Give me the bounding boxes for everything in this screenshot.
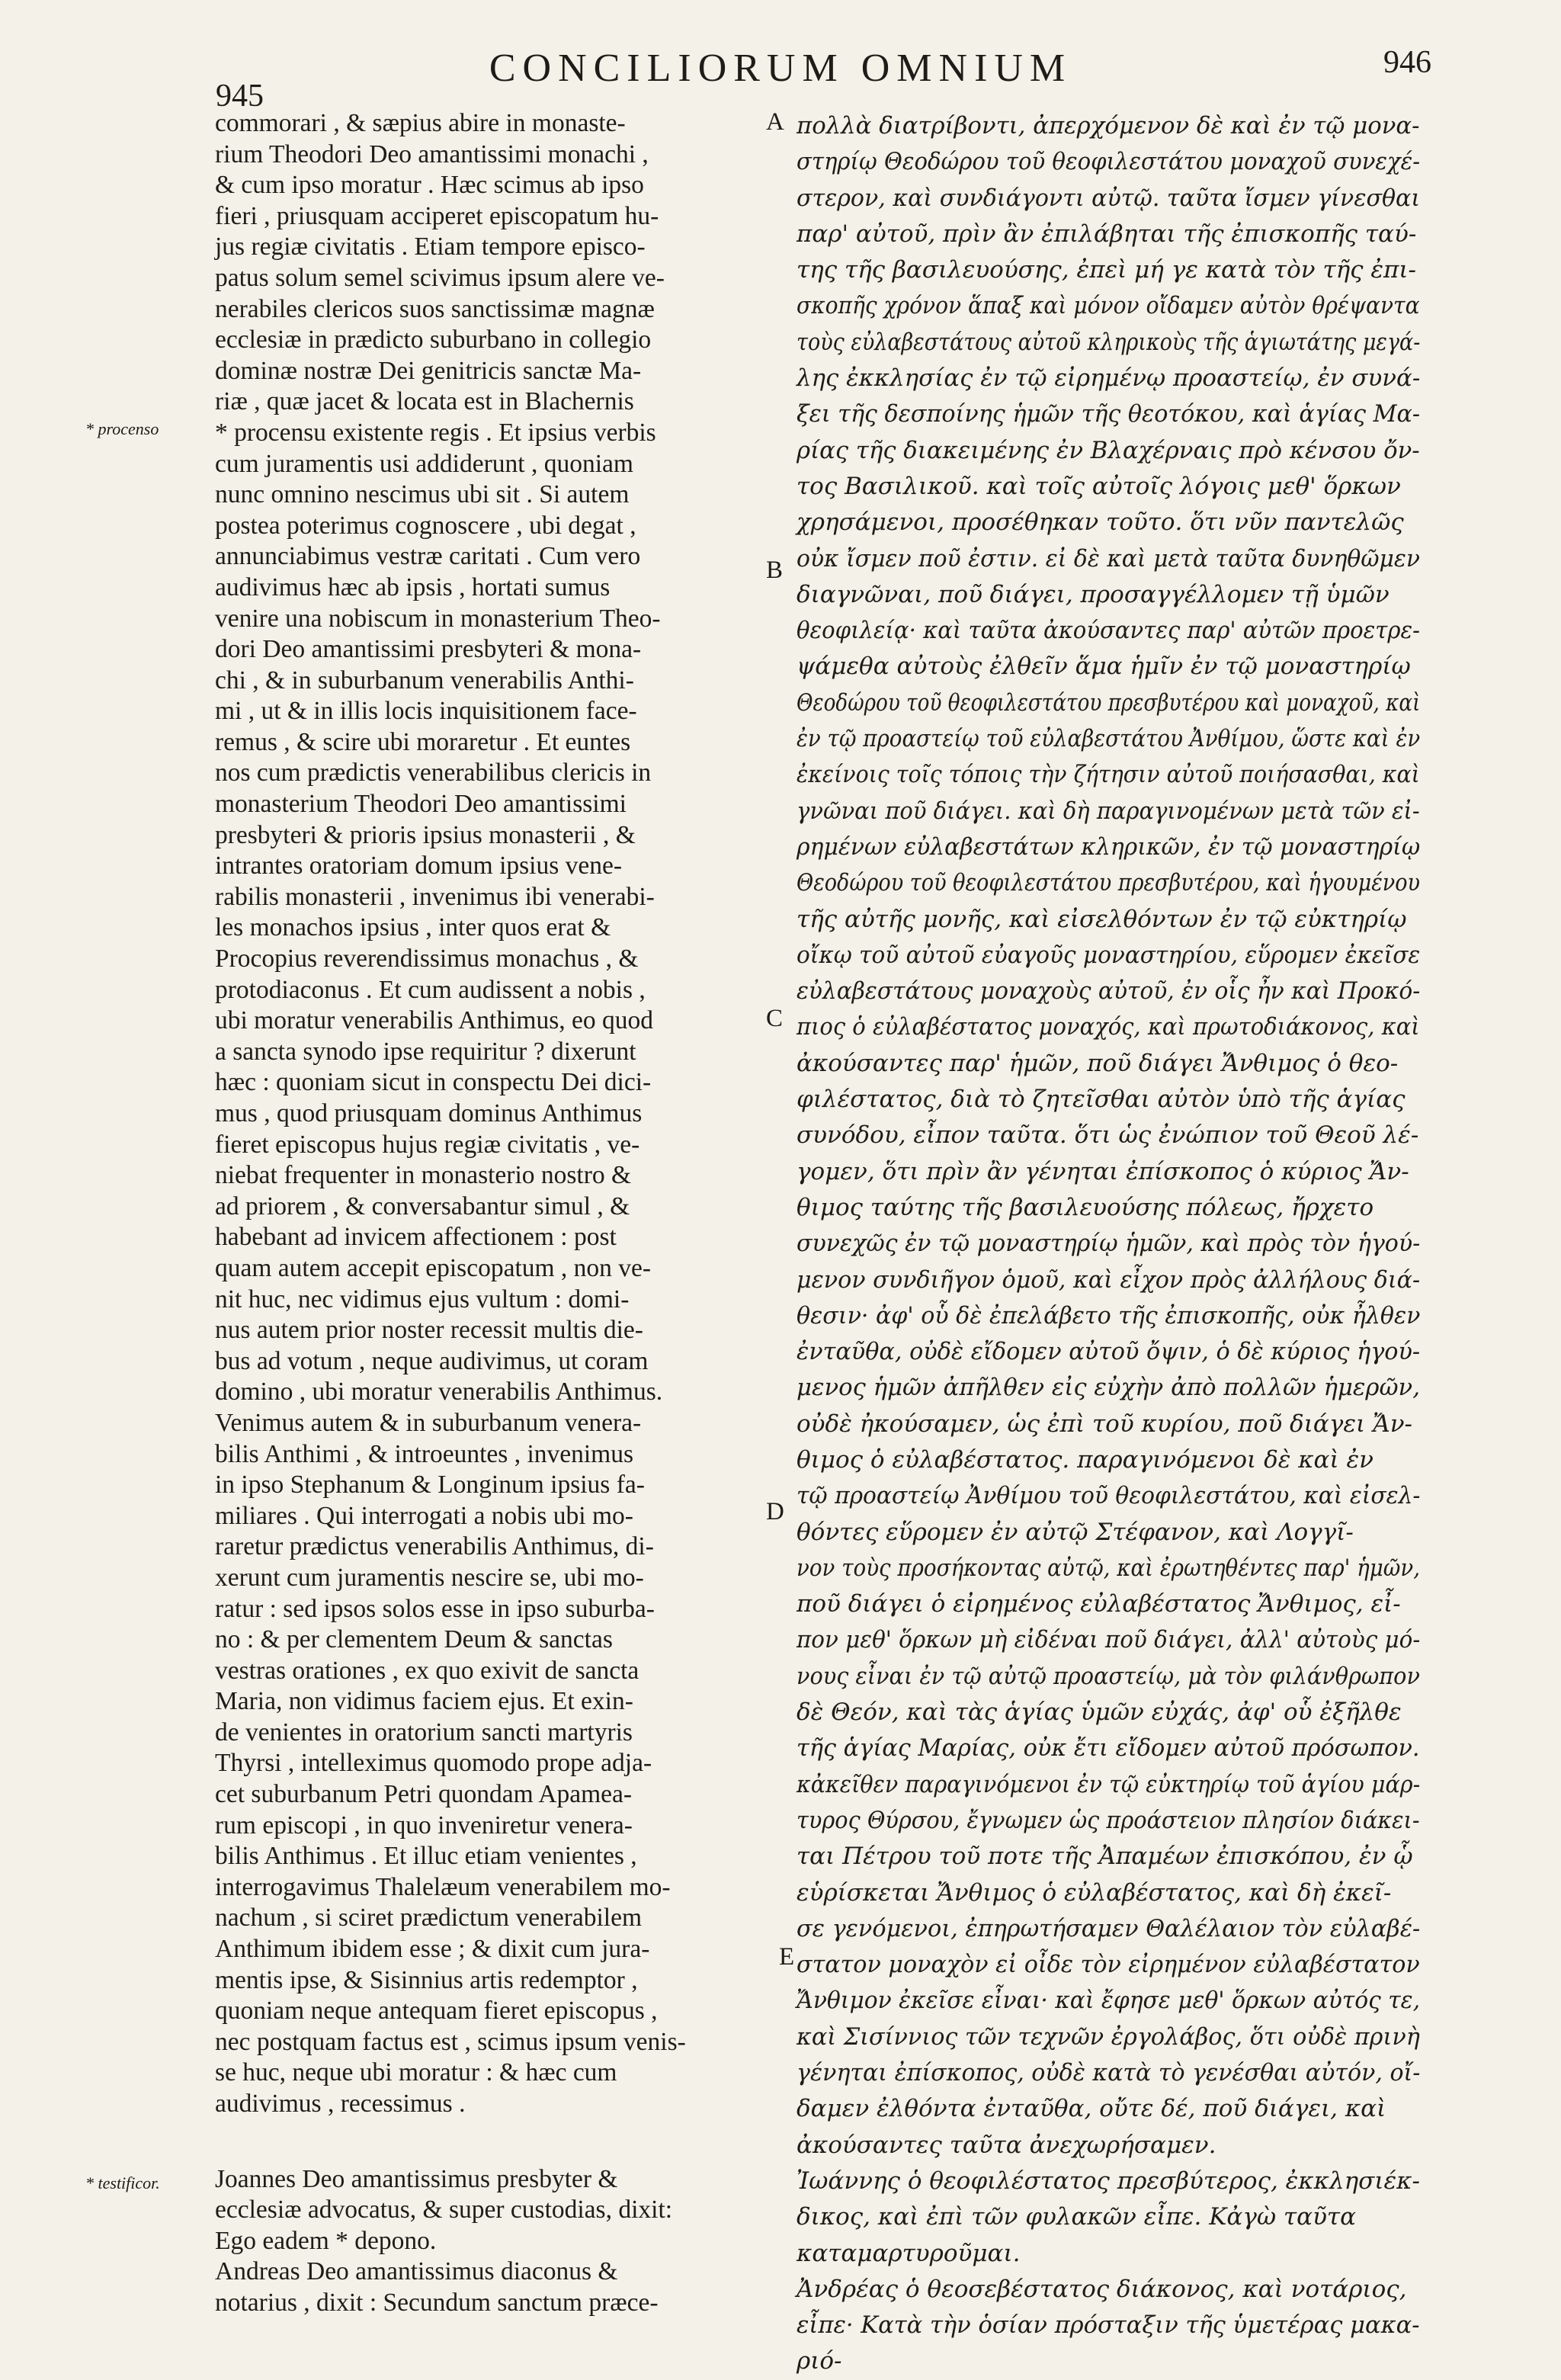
- latin-text-line: mus , quod priusquam dominus Anthimus: [215, 1099, 643, 1127]
- latin-text-line: monasterium Theodori Deo amantissimi: [215, 790, 627, 819]
- latin-text-line: venire una nobiscum in monasterium Theo-: [215, 604, 661, 633]
- latin-text-line: Venimus autem & in suburbanum venera-: [215, 1408, 642, 1437]
- latin-text-line: nec postquam factus est , scimus ipsum venis-: [215, 2027, 686, 2056]
- greek-text-line: δαμεν ἐλθόντα ἐνταῦθα, οὔτε δέ, ποῦ διάγει, καὶ: [797, 2095, 1386, 2123]
- greek-text-line: στερον, καὶ συνδιάγοντι αὐτῷ. ταῦτα ἴσμεν γίνεσθαι: [797, 184, 1421, 212]
- greek-text-line: Ἄνθιμον ἐκεῖσε εἶναι· καὶ ἔφησε μεθ' ὅρκων αὐτός τε,: [797, 1987, 1421, 2015]
- latin-text-line: se huc, neque ubi moratur : & hæc cum: [215, 2058, 617, 2087]
- greek-text-line: καὶ Σισίννιος τῶν τεχνῶν ἐργολάβος, ὅτι οὐδὲ πρινὴ: [797, 2022, 1420, 2051]
- greek-text-line: κἀκεῖθεν παραγινόμενοι ἐν τῷ εὐκτηρίῳ τοῦ ἁγίου μάρ-: [797, 1770, 1421, 1798]
- latin-text-line: Maria, non vidimus faciem ejus. Et exin-: [215, 1687, 633, 1716]
- latin-text-line: riæ , quæ jacet & locata est in Blachernis: [215, 387, 634, 416]
- latin-text-line: intrantes oratoriam domum ipsius vene-: [215, 852, 623, 880]
- latin-text-line: fieri , priusquam acciperet episcopatum hu-: [215, 201, 659, 230]
- latin-text-line: Procopius reverendissimus monachus , &: [215, 945, 639, 973]
- greek-text-line: ρημένων εὐλαβεστάτων κληρικῶν, ἐν τῷ μοναστηρίῳ: [797, 832, 1421, 861]
- section-marker-c: C: [766, 1005, 784, 1032]
- latin-text-line: domino , ubi moratur venerabilis Anthimus.: [215, 1378, 663, 1407]
- latin-text-line: fieret episcopus hujus regiæ civitatis , ve-: [215, 1130, 640, 1159]
- greek-text-line: τῆς ἁγίας Μαρίας, οὐκ ἔτι εἴδομεν αὐτοῦ πρόσωπον.: [797, 1734, 1420, 1763]
- running-title: CONCILIORUM OMNIUM: [489, 47, 1072, 90]
- latin-text-line: Thyrsi , intelleximus quomodo prope adja-: [215, 1749, 652, 1778]
- greek-text-line: μενος ἡμῶν ἀπῆλθεν εἰς εὐχὴν ἀπὸ πολλῶν ἡμερῶν,: [797, 1374, 1420, 1402]
- greek-text-line: θιμος ὁ εὐλαβέστατος. παραγινόμενοι δὲ καὶ ἐν: [797, 1445, 1373, 1474]
- greek-text-line: συνόδου, εἶπον ταῦτα. ὅτι ὡς ἐνώπιον τοῦ Θεοῦ λέ-: [797, 1121, 1419, 1150]
- greek-text-line: τῷ προαστείῳ Ἀνθίμου τοῦ θεοφιλεστάτου, καὶ εἰσελ-: [797, 1482, 1421, 1510]
- greek-text-line: Θεοδώρου τοῦ θεοφιλεστάτου πρεσβυτέρου, καὶ ἡγουμένου: [797, 869, 1421, 897]
- greek-text-line: ψάμεθα αὐτοὺς ἐλθεῖν ἅμα ἡμῖν ἐν τῷ μοναστηρίῳ: [797, 653, 1411, 681]
- latin-text-line: ecclesiæ in prædicto suburbano in collegio: [215, 326, 652, 354]
- latin-text-line: quoniam neque antequam fieret episcopus ,: [215, 1997, 658, 2026]
- greek-text-line: της τῆς βασιλευούσης, ἐπεὶ μή γε κατὰ τὸν τῆς ἐπι-: [797, 256, 1417, 284]
- latin-text-line: bilis Anthimus . Et illuc etiam venientes ,: [215, 1842, 637, 1871]
- latin-text-line: & cum ipso moratur . Hæc scimus ab ipso: [215, 171, 644, 200]
- greek-text-line: Ἀνδρέας ὁ θεοσεβέστατος διάκονος, καὶ νοτάριος,: [797, 2275, 1407, 2303]
- latin-text-line: bilis Anthimi , & introeuntes , invenimus: [215, 1439, 634, 1468]
- greek-text-line: νον τοὺς προσήκοντας αὐτῷ, καὶ ἐρωτηθέντες παρ' ἡμῶν,: [797, 1554, 1421, 1582]
- latin-text-line: Ego eadem * depono.: [215, 2226, 437, 2255]
- greek-text-line: νους εἶναι ἐν τῷ αὐτῷ προαστείῳ, μὰ τὸν φιλάνθρωπον: [797, 1662, 1420, 1690]
- greek-text-line: τοὺς εὐλαβεστάτους αὐτοῦ κληρικοὺς τῆς ἁγιωτάτης μεγά-: [797, 328, 1421, 356]
- paragraph-gap: [215, 2120, 771, 2164]
- latin-text-line: ratur : sed ipsos solos esse in ipso suburba-: [215, 1594, 655, 1623]
- page-header: [0, 38, 1561, 114]
- greek-text-line: ποῦ διάγει ὁ εἰρημένος εὐλαβέστατος Ἄνθιμος, εἶ-: [797, 1590, 1401, 1618]
- latin-text-line: raretur prædictus venerabilis Anthimus, di-: [215, 1532, 654, 1561]
- latin-text-line: nus autem prior noster recessit multis die-: [215, 1316, 643, 1345]
- greek-text-line: στηρίῳ Θεοδώρου τοῦ θεοφιλεστάτου μοναχοῦ συνεχέ-: [797, 148, 1421, 176]
- greek-text-line: δὲ Θεόν, καὶ τὰς ἁγίας ὑμῶν εὐχάς, ἀφ' οὗ ἐξῆλθε: [797, 1698, 1402, 1727]
- greek-text-line: στατον μοναχὸν εἰ οἶδε τὸν εἰρημένον εὐλαβέστατον: [797, 1951, 1420, 1979]
- latin-text-line: dori Deo amantissimi presbyteri & mona-: [215, 635, 642, 664]
- left-page-number: 945: [216, 79, 264, 114]
- latin-text-line: remus , & scire ubi moraretur . Et euntes: [215, 727, 631, 756]
- latin-text-line: in ipso Stephanum & Longinum ipsius fa-: [215, 1471, 645, 1500]
- greek-text-line: οἴκῳ τοῦ αὐτοῦ εὐαγοῦς μοναστηρίου, εὕρομεν ἐκεῖσε: [797, 941, 1421, 969]
- latin-text-line: interrogavimus Thalelæum venerabilem mo-: [215, 1872, 671, 1901]
- greek-text-line: διαγνῶναι, ποῦ διάγει, προσαγγέλλομεν τῇ ὑμῶν: [797, 580, 1390, 608]
- greek-text-line: ται Πέτρου τοῦ ποτε τῆς Ἀπαμέων ἐπισκόπου, ἐν ᾧ: [797, 1843, 1413, 1871]
- latin-text-line: nos cum prædictis venerabilibus clericis in: [215, 759, 652, 787]
- latin-text-line: no : & per clementem Deum & sanctas: [215, 1625, 613, 1654]
- section-marker-a: A: [766, 108, 784, 136]
- latin-text-line: audivimus , recessimus .: [215, 2090, 466, 2118]
- section-marker-b: B: [766, 557, 784, 584]
- latin-text-line: nerabiles clericos suos sanctissimæ magnæ: [215, 294, 655, 323]
- latin-text-line: chi , & in suburbanum venerabilis Anthi-: [215, 666, 634, 694]
- latin-text-line: commorari , & sæpius abire in monaste-: [215, 109, 626, 137]
- greek-text-line: θεσιν· ἀφ' οὗ δὲ ἐπελάβετο τῆς ἐπισκοπῆς, οὐκ ἦλθεν: [797, 1301, 1421, 1330]
- greek-text-line: παρ' αὐτοῦ, πρὶν ἂν ἐπιλάβηται τῆς ἐπισκοπῆς ταύ-: [797, 220, 1417, 248]
- greek-text-line: καταμαρτυροῦμαι.: [797, 2239, 1021, 2267]
- greek-text-line: θιμος ταύτης τῆς βασιλευούσης πόλεως, ἤρχετο: [797, 1193, 1374, 1221]
- latin-text-line: xerunt cum juramentis nescire se, ubi mo-: [215, 1563, 644, 1592]
- latin-text-line: cum juramentis usi addiderunt , quoniam: [215, 449, 633, 478]
- latin-text-line: nachum , si sciret prædictum venerabilem: [215, 1904, 643, 1933]
- greek-text-line: ἐν τῷ προαστείῳ τοῦ εὐλαβεστάτου Ἀνθίμου, ὥστε καὶ ἐν: [797, 725, 1421, 753]
- latin-text-line: mentis ipse, & Sisinnius artis redemptor ,: [215, 1965, 638, 1994]
- latin-text-line: les monachos ipsius , inter quos erat &: [215, 913, 611, 942]
- latin-text-line: Joannes Deo amantissimus presbyter &: [215, 2164, 618, 2193]
- latin-text-line: dominæ nostræ Dei genitricis sanctæ Ma-: [215, 356, 642, 385]
- greek-text-line: τος Βασιλικοῦ. καὶ τοῖς αὐτοῖς λόγοις μεθ' ὅρκων: [797, 472, 1401, 500]
- greek-column: [797, 108, 1422, 2380]
- latin-text-line: ecclesiæ advocatus, & super custodias, dixit:: [215, 2196, 673, 2224]
- latin-text-line: patus solum semel scivimus ipsum alere ve-: [215, 263, 665, 292]
- latin-text-line: protodiaconus . Et cum audissent a nobis ,: [215, 975, 646, 1004]
- latin-text-line: annunciabimus vestræ caritati . Cum vero: [215, 542, 641, 571]
- latin-text-line: de venientes in oratorium sancti martyris: [215, 1718, 633, 1747]
- greek-text-line: σκοπῆς χρόνον ἅπαξ καὶ μόνον οἴδαμεν αὐτὸν θρέψαντα: [797, 292, 1420, 320]
- greek-text-line: Θεοδώρου τοῦ θεοφιλεστάτου πρεσβυτέρου καὶ μοναχοῦ, καὶ: [797, 688, 1421, 717]
- latin-text-line: ubi moratur venerabilis Anthimus, eo quod: [215, 1006, 653, 1035]
- greek-text-line: θεοφιλείᾳ· καὶ ταῦτα ἀκούσαντες παρ' αὐτῶν προετρε-: [797, 617, 1420, 645]
- greek-text-line: εὐλαβεστάτους μοναχοὺς αὐτοῦ, ἐν οἷς ἦν καὶ Προκό-: [797, 977, 1421, 1006]
- latin-text-line: notarius , dixit : Secundum sanctum præce-: [215, 2288, 659, 2317]
- greek-text-line: τυρος Θύρσου, ἔγνωμεν ὡς προάστειον πλησίον διάκει-: [797, 1806, 1420, 1834]
- greek-text-line: μενον συνδιῆγον ὁμοῦ, καὶ εἶχον πρὸς ἀλλήλους διά-: [797, 1265, 1421, 1294]
- latin-text-line: niebat frequenter in monasterio nostro &: [215, 1161, 632, 1190]
- greek-text-line: ριό-: [797, 2347, 842, 2375]
- greek-text-line: Ἰωάννης ὁ θεοφιλέστατος πρεσβύτερος, ἐκκλησιέκ-: [797, 2167, 1420, 2195]
- greek-text-line: ἀκούσαντες παρ' ἡμῶν, ποῦ διάγει Ἄνθιμος ὁ θεο-: [797, 1049, 1399, 1077]
- greek-text-line: γένηται ἐπίσκοπος, οὐδὲ κατὰ τὸ γενέσθαι αὐτόν, οἴ-: [797, 2059, 1421, 2087]
- greek-text-line: λης ἐκκλησίας ἐν τῷ εἰρημένῳ προαστείῳ, ἐν συνά-: [797, 364, 1421, 393]
- latin-text-line: quam autem accepit episcopatum , non ve-: [215, 1253, 652, 1282]
- latin-text-line: Anthimum ibidem esse ; & dixit cum jura-: [215, 1935, 650, 1964]
- latin-text-line: cet suburbanum Petri quondam Apamea-: [215, 1780, 633, 1809]
- greek-text-line: ξει τῆς δεσποίνης ἡμῶν τῆς θεοτόκου, καὶ ἁγίας Μα-: [797, 400, 1421, 428]
- greek-text-line: τῆς αὐτῆς μονῆς, καὶ εἰσελθόντων ἐν τῷ εὐκτηρίῳ: [797, 905, 1407, 933]
- latin-column: [215, 108, 771, 2319]
- marginal-note-testificor: * testificor.: [85, 2173, 160, 2192]
- greek-text-line: εὑρίσκεται Ἄνθιμος ὁ εὐλαβέστατος, καὶ δὴ ἐκεῖ-: [797, 1878, 1392, 1907]
- greek-text-line: εἶπε· Κατὰ τὴν ὁσίαν πρόσταξιν τῆς ὑμετέρας μακα-: [797, 2311, 1420, 2340]
- greek-text-line: ρίας τῆς διακειμένης ἐν Βλαχέρναις πρὸ κένσου ὄν-: [797, 436, 1420, 464]
- greek-text-line: ἐκείνοις τοῖς τόποις τὴν ζήτησιν αὐτοῦ ποιήσασθαι, καὶ: [797, 761, 1420, 789]
- latin-text-line: postea poterimus cognoscere , ubi degat ,: [215, 511, 636, 540]
- latin-text-line: audivimus hæc ab ipsis , hortati sumus: [215, 573, 611, 601]
- latin-text-line: bus ad votum , neque audivimus, ut coram: [215, 1346, 649, 1375]
- greek-text-line: πολλὰ διατρίβοντι, ἀπερχόμενον δὲ καὶ ἐν τῷ μονα-: [797, 112, 1420, 140]
- latin-text-line: habebant ad invicem affectionem : post: [215, 1223, 617, 1252]
- greek-text-line: δικος, καὶ ἐπὶ τῶν φυλακῶν εἶπε. Κἀγὼ ταῦτα: [797, 2203, 1357, 2231]
- latin-text-line: nit huc, nec vidimus ejus vultum : domi-: [215, 1285, 630, 1313]
- right-page-number: 946: [1383, 45, 1431, 80]
- latin-text-line: vestras orationes , ex quo exivit de sancta: [215, 1656, 639, 1685]
- greek-text-line: γομεν, ὅτι πρὶν ἂν γένηται ἐπίσκοπος ὁ κύριος Ἄν-: [797, 1157, 1409, 1185]
- greek-text-line: γνῶναι ποῦ διάγει. καὶ δὴ παραγινομένων μετὰ τῶν εἰ-: [797, 797, 1420, 825]
- greek-text-line: ἐνταῦθα, οὐδὲ εἴδομεν αὐτοῦ ὄψιν, ὁ δὲ κύριος ἡγού-: [797, 1338, 1421, 1366]
- section-marker-d: D: [766, 1498, 784, 1525]
- greek-text-line: χρησάμενοι, προσέθηκαν τοῦτο. ὅτι νῦν παντελῶς: [797, 508, 1404, 537]
- latin-text-line: Andreas Deo amantissimus diaconus &: [215, 2257, 618, 2286]
- latin-text-line: rum episcopi , in quo inveniretur venera-: [215, 1811, 633, 1840]
- section-marker-e: E: [779, 1943, 795, 1971]
- greek-text-line: θόντες εὕρομεν ἐν αὐτῷ Στέφανον, καὶ Λογγῖ-: [797, 1518, 1354, 1546]
- latin-text-line: presbyteri & prioris ipsius monasterii , &: [215, 820, 636, 849]
- greek-text-line: οὐδὲ ἠκούσαμεν, ὡς ἐπὶ τοῦ κυρίου, ποῦ διάγει Ἄν-: [797, 1410, 1413, 1438]
- greek-text-line: πον μεθ' ὅρκων μὴ εἰδέναι ποῦ διάγει, ἀλλ' αὐτοὺς μό-: [797, 1626, 1421, 1654]
- latin-text-line: nunc omnino nescimus ubi sit . Si autem: [215, 480, 630, 509]
- latin-text-line: miliares . Qui interrogati a nobis ubi mo-: [215, 1501, 633, 1530]
- marginal-note-procenso: * procenso: [85, 419, 159, 438]
- latin-text-line: ad priorem , & conversabantur simul , &: [215, 1192, 630, 1220]
- latin-text-line: rabilis monasterii , invenimus ibi venerabi-: [215, 882, 655, 911]
- greek-text-line: συνεχῶς ἐν τῷ μοναστηρίῳ ἡμῶν, καὶ πρὸς τὸν ἡγού-: [797, 1230, 1421, 1258]
- latin-text-line: hæc : quoniam sicut in conspectu Dei dici-: [215, 1068, 652, 1097]
- greek-text-line: οὐκ ἴσμεν ποῦ ἐστιν. εἰ δὲ καὶ μετὰ ταῦτα δυνηθῶμεν: [797, 544, 1421, 573]
- greek-text-line: πιος ὁ εὐλαβέστατος μοναχός, καὶ πρωτοδιάκονος, καὶ: [797, 1013, 1420, 1041]
- greek-text-line: ἀκούσαντες ταῦτα ἀνεχωρήσαμεν.: [797, 2131, 1216, 2159]
- latin-text-line: mi , ut & in illis locis inquisitionem face-: [215, 697, 637, 726]
- latin-text-line: jus regiæ civitatis . Etiam tempore episco-: [215, 233, 646, 261]
- latin-text-line: rium Theodori Deo amantissimi monachi ,: [215, 140, 649, 168]
- latin-text-line: * procensu existente regis . Et ipsius verbis: [215, 418, 656, 447]
- greek-text-line: φιλέστατος, διὰ τὸ ζητεῖσθαι αὐτὸν ὑπὸ τῆς ἁγίας: [797, 1086, 1406, 1114]
- latin-text-line: a sancta synodo ipse requiritur ? dixerunt: [215, 1037, 636, 1066]
- greek-text-line: σε γενόμενοι, ἐπηρωτήσαμεν Θαλέλαιον τὸν εὐλαβέ-: [797, 1914, 1421, 1942]
